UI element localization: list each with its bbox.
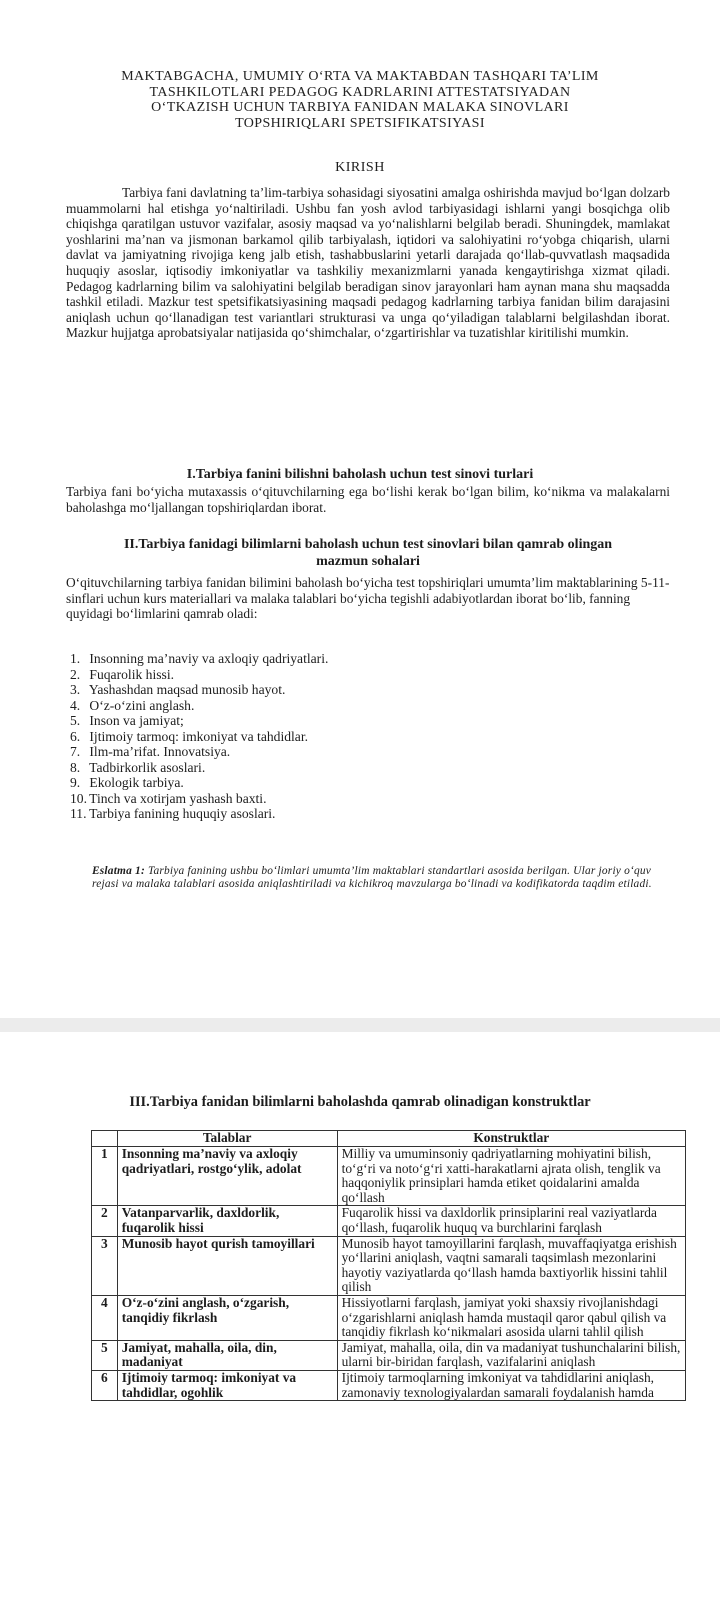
row-number: 3 (92, 1236, 118, 1295)
list-item-text: Ilm-ma’rifat. Innovatsiya. (89, 744, 231, 759)
row-talab: Munosib hayot qurish tamoyillari (117, 1236, 337, 1295)
list-item (70, 760, 650, 776)
list-item (70, 713, 650, 729)
row-number: 5 (92, 1340, 118, 1370)
list-item-number: 3. (70, 682, 81, 697)
title-line: O‘TKAZISH UCHUN TARBIYA FANIDAN MALAKA SINOVLARI (151, 100, 569, 115)
list-item-text: Insonning ma’naviy va axloqiy qadriyatlari. (89, 651, 329, 666)
table-header-row (92, 1131, 686, 1147)
list-item-number: 1. (70, 651, 81, 666)
row-number: 4 (92, 1295, 118, 1340)
title-line: MAKTABGACHA, UMUMIY O‘RTA VA MAKTABDAN TASHQARI TA’LIM (121, 69, 599, 84)
list-item-number: 4. (70, 697, 81, 713)
list-item (70, 651, 650, 667)
document-page-2 (0, 1032, 720, 1612)
page-separator (0, 1018, 720, 1032)
table-header-talablar: Talablar (117, 1131, 337, 1147)
intro-paragraph: Tarbiya fani davlatning ta’lim-tarbiya sohasidagi siyosatini amalga oshirishda mavjud bo‘lgan dolzarb muammolarni hal etishga yo‘naltiriladi. Ushbu fan yosh avlod tarbiyasidagi ishlarni yangi bosqichga olib chiqishga qaratilgan ustuvor vazifalar, asosiy maqsad va yo‘nalishlarni belgilab beradi. Shuningdek, mamlakat yoshlarini ma’nan va jismonan barkamol qilib tarbiyalash, iqtidori va salohiyatini ro‘yobga chiqarish, ularni davlat va jamiyatning rivojiga keng jalb etish, tashabbuslarini yetarli darajada qo‘llab-quvvatlash maqsadida huquqiy asoslar, iqtisodiy imkoniyatlar va tashkiliy mexanizmlarni yanada kengaytirishga xizmat qiladi. Pedagog kadrlarning bilim va salohiyatini belgilab beradigan sinov jarayonlari ham aynan mana shu maqsadda tashkil etiladi. Mazkur test spetsifikatsiyasining maqsadi pedagog kadrlarning tarbiya fanidan bilim darajasini aniqlash uchun qo‘llanadigan test variantlari strukturasi va unga qo‘yiladigan talablarni belgilashdan iborat. Mazkur hujjatga aprobatsiyalar natijasida qo‘shimchalar, o‘zgartirishlar va tuzatishlar kiritilishi mumkin. (66, 185, 670, 341)
note-text: Tarbiya fanining ushbu bo‘limlari umumta’lim maktablari standartlari asosida berilgan. Ular joriy o‘quv rejasi va malaka talablari asosida aniqlashtiriladi va kichikroq mavzularga bo‘linadi va kodifikatorda taqdim etiladi. (92, 865, 652, 890)
list-item (70, 775, 650, 791)
list-item-number: 9. (70, 775, 81, 790)
section-1-paragraph: Tarbiya fani bo‘yicha mutaxassis o‘qituvchilarning ega bo‘lishi kerak bo‘lgan bilim, ko‘nikma va malakalarni baholashga mo‘ljallangan topshiriqlardan iborat. (66, 484, 670, 515)
row-talab: Ijtimoiy tarmoq: imkoniyat va tahdidlar, ogohlik (117, 1370, 337, 1400)
list-item (70, 698, 650, 714)
constructs-table (91, 1130, 686, 1401)
row-konstrukt: Hissiyotlarni farqlash, jamiyat yoki shaxsiy rivojlanishdagi o‘zgarishlarni aniqlash hamda mustaqil qaror qabul qilish va tanqidiy fikrlash ko‘nikmalari asosida ularni tahlil qilish (337, 1295, 685, 1340)
row-talab: Jamiyat, mahalla, oila, din, madaniyat (117, 1340, 337, 1370)
row-talab: O‘z-o‘zini anglash, o‘zgarish, tanqidiy fikrlash (117, 1295, 337, 1340)
section-2-heading (66, 536, 670, 570)
document-title (60, 69, 660, 131)
note-label: Eslatma 1: (92, 865, 145, 877)
row-talab: Insonning ma’naviy va axloqiy qadriyatlari, rostgo‘ylik, adolat (117, 1147, 337, 1206)
list-item-number: 2. (70, 666, 81, 682)
row-konstrukt: Jamiyat, mahalla, oila, din va madaniyat tushunchalarini bilish, ularni bir-biridan farqlash, vazifalarini aniqlash (337, 1340, 685, 1370)
table-row (92, 1147, 686, 1206)
list-item (70, 806, 650, 822)
section-3-heading: III.Tarbiya fanidan bilimlarni baholashda qamrab olinadigan konstruktlar (129, 1094, 591, 1110)
list-item-number: 11. (70, 806, 87, 821)
section-heading-kirish: KIRISH (335, 160, 385, 175)
list-item (70, 667, 650, 683)
list-item-number: 5. (70, 713, 81, 728)
table-row (92, 1295, 686, 1340)
table-header-number (92, 1131, 118, 1147)
list-item (70, 791, 650, 807)
title-line: TASHKILOTLARI PEDAGOG KADRLARINI ATTESTATSIYADAN (149, 84, 571, 100)
section-2-heading-line: mazmun sohalari (316, 554, 420, 569)
row-konstrukt: Fuqarolik hissi va daxldorlik prinsiplarini real vaziyatlarda qo‘llash, fuqarolik huquq va burchlarini farqlash (337, 1206, 685, 1236)
row-number: 2 (92, 1206, 118, 1236)
row-konstrukt: Milliy va umuminsoniy qadriyatlarning mohiyatini bilish, to‘g‘ri va noto‘g‘ri xatti-harakatlarni ajrata olish, tenglik va haqqoniylik prinsiplari hamda etiket qoidalarini amalda qo‘llash (337, 1147, 685, 1206)
title-line: TOPSHIRIQLARI SPETSIFIKATSIYASI (235, 115, 485, 131)
list-item-number: 8. (70, 759, 81, 775)
content-areas-list (70, 651, 650, 822)
list-item-text: O‘z-o‘zini anglash. (89, 697, 195, 713)
list-item-text: Tarbiya fanining huquqiy asoslari. (89, 806, 276, 821)
table-row (92, 1236, 686, 1295)
list-item (70, 682, 650, 698)
list-item-number: 7. (70, 744, 81, 759)
list-item-text: Fuqarolik hissi. (89, 666, 174, 682)
row-talab: Vatanparvarlik, daxldorlik, fuqarolik hissi (117, 1206, 337, 1236)
table-header-konstruktlar: Konstruktlar (337, 1131, 685, 1147)
list-item-text: Tadbirkorlik asoslari. (89, 759, 206, 775)
row-number: 1 (92, 1147, 118, 1206)
list-item-number: 6. (70, 728, 81, 744)
list-item-text: Ijtimoiy tarmoq: imkoniyat va tahdidlar. (89, 728, 309, 744)
list-item (70, 729, 650, 745)
list-item-text: Inson va jamiyat; (89, 713, 184, 728)
section-1-heading: I.Tarbiya fanini bilishni baholash uchun test sinovi turlari (186, 467, 534, 482)
table-row (92, 1370, 686, 1400)
list-item-text: Yashashdan maqsad munosib hayot. (88, 682, 286, 697)
list-item-text: Ekologik tarbiya. (89, 775, 184, 790)
list-item-text: Tinch va xotirjam yashash baxti. (89, 790, 267, 806)
row-konstrukt: Munosib hayot tamoyillarini farqlash, muvaffaqiyatga erishish yo‘llarini aniqlash, vaqtni samarali taqsimlash mezonlarini hayotiy vaziyatlarda qo‘llash hamda baxtiyorlik hissini tahlil qilish (337, 1236, 685, 1295)
row-number: 6 (92, 1370, 118, 1400)
section-2-heading-line: II.Tarbiya fanidagi bilimlarni baholash uchun test sinovlari bilan qamrab olingan (123, 537, 613, 552)
table-row (92, 1340, 686, 1370)
row-konstrukt: Ijtimoiy tarmoqlarning imkoniyat va tahdidlarini aniqlash, zamonaviy texnologiyalardan samarali foydalanish hamda (337, 1370, 685, 1400)
table-row (92, 1206, 686, 1236)
note-eslatma (92, 865, 652, 891)
list-item-number: 10. (70, 790, 87, 806)
section-2-paragraph: O‘qituvchilarning tarbiya fanidan bilimini baholash bo‘yicha test topshiriqlari umumta’lim maktablarining 5-11-sinflari uchun kurs materiallari va malaka talablari bo‘yicha tegishli adabiyotlardan iborat bo‘lib, fanning quyidagi bo‘limlarini qamrab oladi: (66, 575, 670, 622)
list-item (70, 744, 650, 760)
